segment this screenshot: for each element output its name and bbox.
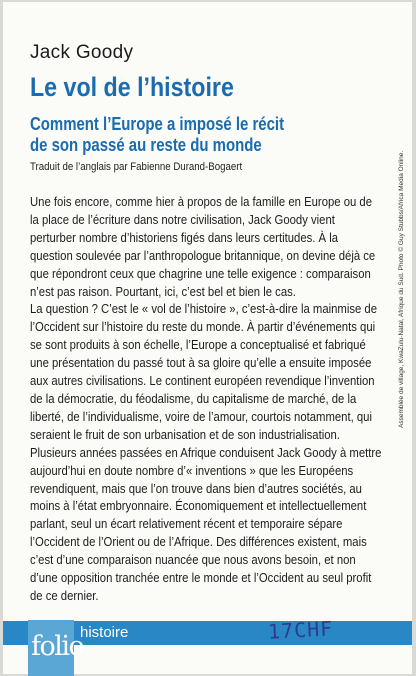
collection-name: histoire [80,624,129,641]
book-subtitle [30,114,284,156]
blurb-paragraph-1: Une fois encore, comme hier à propos de la famille en Europe ou de la place de l’écriture dans notre civilisation, Jack Goody vient perturber nombre d’historiens figés dans leurs certitudes. À la question soulevée par l’anthropologue britannique, on devine déjà ce que répondront ceux que chagrine une telle exigence : comparaison n’est pas raison. Pourtant, ici, c’est bel et bien le cas. [30,194,376,299]
folio-logo: folio [31,631,84,662]
blurb-paragraph-3: Plusieurs années passées en Afrique conduisent Jack Goody à mettre aujourd’hui en doute nombre d’« inventions » que les Européens revendiquent, mais que l’on trouve dans bien d’autres sociétés, au moins à l’état embryonnaire. Économiquement et intellectuellement parlant, seul un écart relativement récent et temporaire sépare l’Occident de l’Orient ou de l’Afrique. Des différences existent, mais c’est d’une comparaison nuancée que nous avons besoin, et non d’une opposition tranchée entre le monde et l’Occident au seul profit de ce dernier. [30,444,382,603]
blurb-paragraph-2: La question ? C’est le « vol de l’histoire », c’est-à-dire la mainmise de l’Occident sur l’histoire du reste du monde. À partir d’événements qui se sont produits à son échelle, l’Europe a conceptualisé et fabriqué une présentation du passé tout à sa gloire qu’elle a ensuite imposée aux autres civilisations. Le continent européen revendique l’invention de la démocratie, du féodalisme, du capitalisme de marché, de la liberté, de l’individualisme, voire de l’amour, courtois notamment, qui seraient le fruit de son urbanisation et de son industrialisation. [30,301,378,442]
subtitle-line-2: de son passé au reste du monde [30,135,262,155]
book-title: Le vol de l’histoire [30,72,234,102]
translator-credit: Traduit de l’anglais par Fabienne Durand-Bogaert [30,161,243,173]
photo-credit: Assemblée de village, KwaZulu-Natal, Afrique du Sud. Photo © Guy Stubbs/Africa Media Online. [398,150,405,428]
blurb [30,193,382,605]
author-name: Jack Goody [30,42,134,63]
subtitle-line-1: Comment l’Europe a imposé le récit [30,114,285,134]
handwritten-price: 17CHF [267,616,334,644]
